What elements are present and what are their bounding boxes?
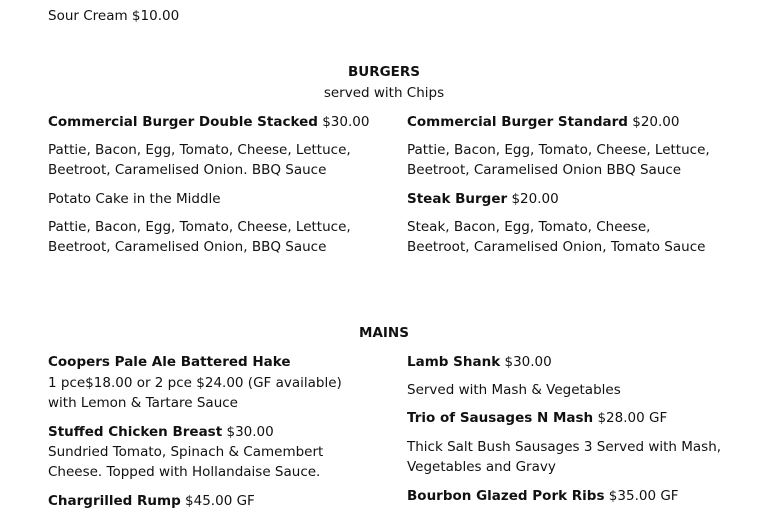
menu-item-standard	[407, 112, 679, 132]
item-description: Served with Mash & Vegetables	[407, 382, 621, 398]
menu-item-steak-burger	[407, 189, 559, 209]
mains-heading: MAINS	[359, 325, 409, 341]
item-price: $30.00	[317, 114, 370, 130]
description-line: Steak, Bacon, Egg, Tomato, Cheese,	[407, 219, 651, 235]
item-name: Stuffed Chicken Breast	[48, 424, 223, 440]
description-line: Beetroot, Caramelised Onion, Tomato Sauce	[407, 239, 706, 255]
item-name: Trio of Sausages N Mash	[407, 410, 594, 426]
description-line: Vegetables and Gravy	[407, 459, 556, 475]
item-name: Commercial Burger Standard	[407, 114, 628, 130]
item-name: Chargrilled Rump	[48, 493, 181, 509]
description-line: Beetroot, Caramelised Onion. BBQ Sauce	[48, 162, 327, 178]
item-description	[407, 437, 721, 477]
description-line: with Lemon & Tartare Sauce	[48, 395, 238, 411]
item-description	[407, 140, 710, 180]
item-price: $45.00 GF	[180, 493, 255, 509]
description-line: Beetroot, Caramelised Onion BBQ Sauce	[407, 162, 682, 178]
description-line: Pattie, Bacon, Egg, Tomato, Cheese, Lettuce,	[48, 142, 351, 158]
menu-item-sausages	[407, 408, 667, 428]
description-line: Thick Salt Bush Sausages 3 Served with Mash,	[407, 439, 722, 455]
menu-item-hake	[48, 352, 291, 372]
item-description	[48, 140, 351, 180]
description-line: Pattie, Bacon, Egg, Tomato, Cheese, Lettuce,	[48, 219, 351, 235]
description-line: Beetroot, Caramelised Onion, BBQ Sauce	[48, 239, 327, 255]
sour-cream-line: Sour Cream $10.00	[48, 8, 180, 24]
item-price: $20.00	[507, 191, 559, 207]
item-description	[407, 217, 705, 257]
description-line: 1 pce$18.00 or 2 pce $24.00 (GF available)	[48, 375, 342, 391]
burgers-heading: BURGERS	[347, 64, 421, 80]
item-description	[48, 373, 342, 413]
item-name: Coopers Pale Ale Battered Hake	[48, 354, 291, 370]
item-name: Lamb Shank	[407, 354, 501, 370]
item-price: $35.00 GF	[604, 488, 679, 504]
menu-item-double-stacked	[48, 112, 369, 132]
description-line: Pattie, Bacon, Egg, Tomato, Cheese, Lettuce,	[407, 142, 710, 158]
burgers-subheading: served with Chips	[323, 85, 445, 101]
item-name: Commercial Burger Double Stacked	[48, 114, 318, 130]
item-description	[48, 442, 323, 482]
item-description	[48, 217, 351, 257]
item-price: $28.00 GF	[593, 410, 668, 426]
menu-item-chicken-breast	[48, 422, 274, 442]
description-line: Sundried Tomato, Spinach & Camembert	[48, 444, 324, 460]
menu-item-rump	[48, 491, 255, 511]
item-name: Steak Burger	[407, 191, 508, 207]
item-description: Potato Cake in the Middle	[48, 191, 221, 207]
menu-item-lamb-shank	[407, 352, 552, 372]
description-line: Cheese. Topped with Hollandaise Sauce.	[48, 464, 321, 480]
item-price: $30.00	[222, 424, 274, 440]
item-name: Bourbon Glazed Pork Ribs	[407, 488, 605, 504]
item-price: $20.00	[627, 114, 680, 130]
item-price: $30.00	[500, 354, 552, 370]
menu-item-pork-ribs	[407, 486, 679, 506]
